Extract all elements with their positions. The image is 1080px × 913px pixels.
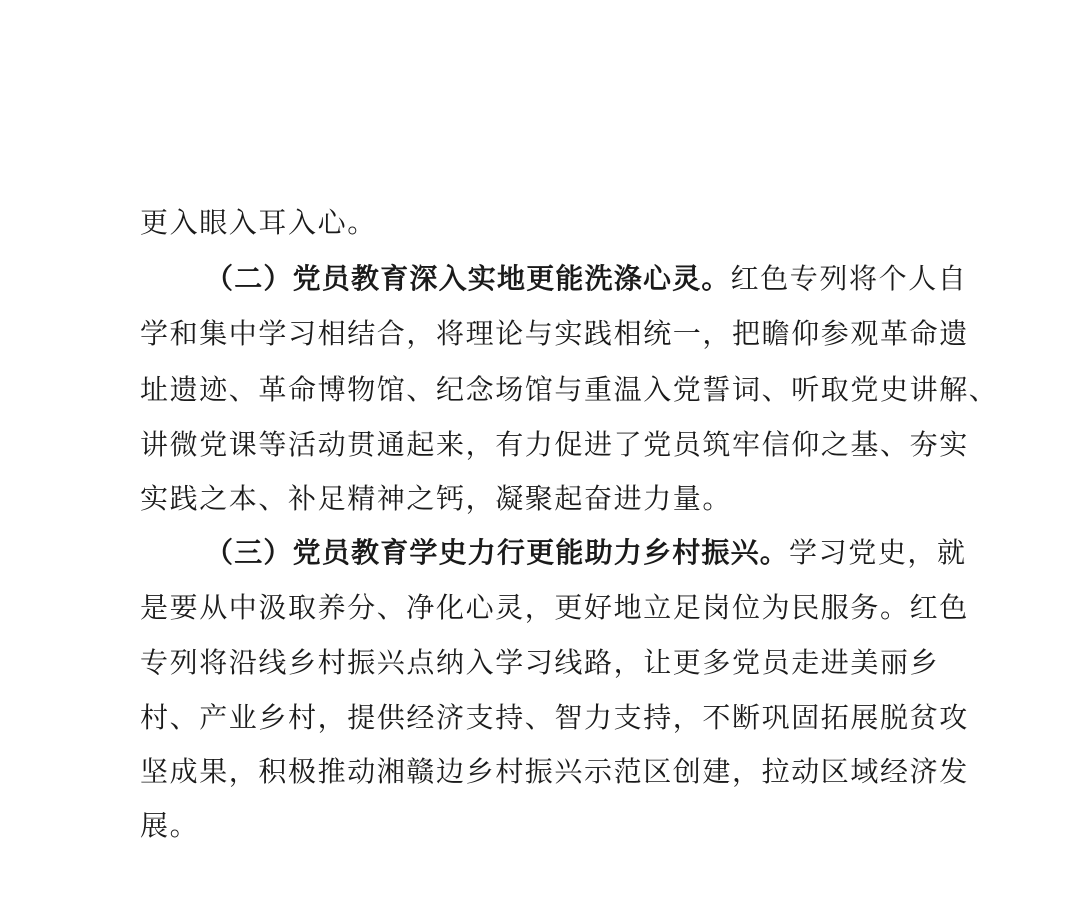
section-2-line-0: 红色专列将个人自 bbox=[730, 262, 968, 295]
section-3-first-line bbox=[205, 533, 1015, 573]
intro-line: 更入眼入耳入心。 bbox=[140, 206, 377, 239]
section-3-line-3: 村、产业乡村，提供经济支持、智力支持，不断巩固拓展脱贫攻 bbox=[140, 701, 969, 734]
section-2-line-3: 讲微党课等活动贯通起来，有力促进了党员筑牢信仰之基、夯实 bbox=[140, 428, 969, 461]
section-3-line-4: 坚成果，积极推动湘赣边乡村振兴示范区创建，拉动区域经济发 bbox=[140, 755, 969, 788]
section-2-line-2: 址遗迹、革命博物馆、纪念场馆与重温入党誓词、听取党史讲解、 bbox=[140, 373, 999, 406]
section-3-line-1: 是要从中汲取养分、净化心灵，更好地立足岗位为民服务。红色 bbox=[140, 591, 969, 624]
section-2-heading: （二）党员教育深入实地更能洗涤心灵。 bbox=[205, 262, 731, 295]
section-3-line-5: 展。 bbox=[140, 809, 200, 842]
section-2-line-1: 学和集中学习相结合，将理论与实践相统一，把瞻仰参观革命遗 bbox=[140, 317, 969, 350]
section-3-line-0: 学习党史，就 bbox=[789, 536, 967, 569]
section-3-line-2: 专列将沿线乡村振兴点纳入学习线路，让更多党员走进美丽乡 bbox=[140, 646, 940, 679]
section-2-line-4: 实践之本、补足精神之钙，凝聚起奋进力量。 bbox=[140, 482, 733, 515]
section-2-first-line bbox=[205, 259, 1015, 299]
section-3-heading: （三）党员教育学史力行更能助力乡村振兴。 bbox=[205, 536, 790, 569]
